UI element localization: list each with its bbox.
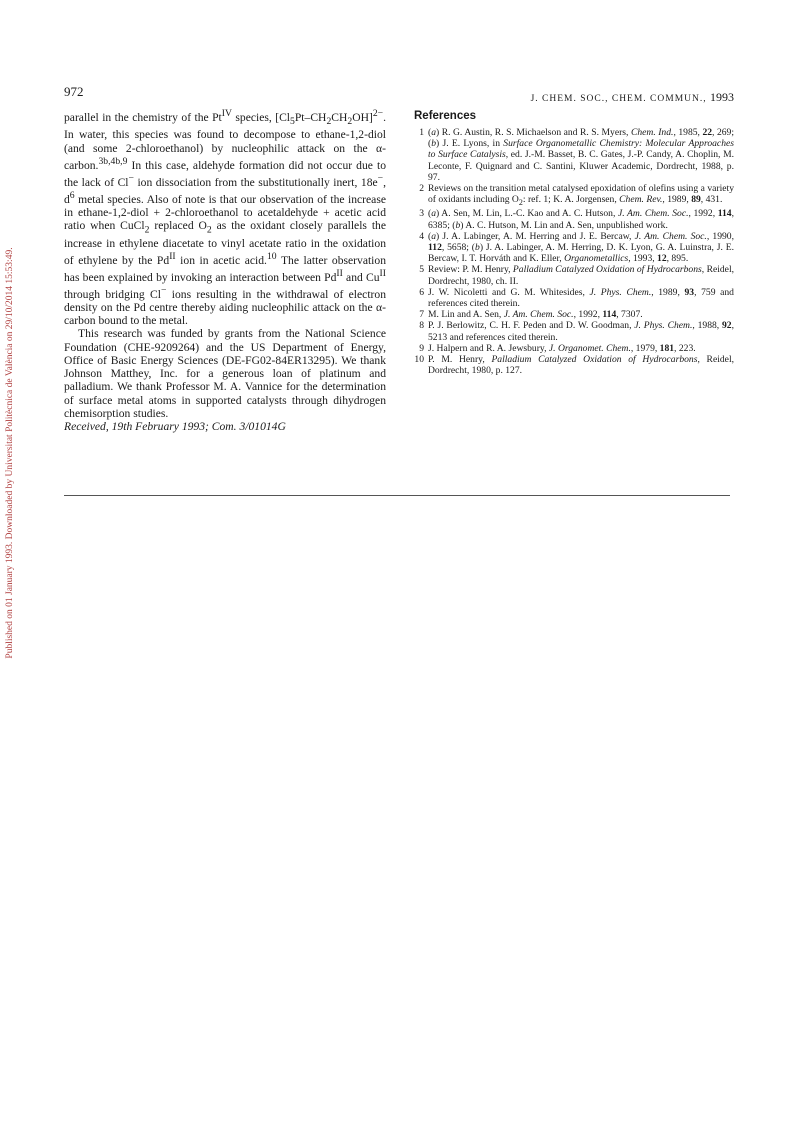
paragraph-discussion: parallel in the chemistry of the $Pt^{IV}$ species, $[Cl_5Pt-CH_2CH_2OH]^{2-}$. In water, this species was found to decompose to ethane-1,2-diol (and some 2-chloroethanol) by nucleophilic attack on the α-carbon.$^{3b,4b,9}$ In this case, aldehyde formation did not occur due to the lack of Cl− ion dissociation from the substitutionally inert, 18e−, $d^6$ metal species. Also of note is that our observation of the increase in ethane-1,2-diol + 2-chloroethanol to acetaldehyde + acetic acid ratio when CuCl$_2$ replaced $O_2$ as the oxidant closely parallels the increase in ethylene diacetate to vinyl acetate ratio in the oxidation of ethylene by the $Pd^{II}$ ion in acetic acid.$^{10}$ The latter observation has been explained by invoking an interaction between $Pd^{II}$ and $Cu^{II}$ through bridging Cl− ions resulting in the withdrawal of electron density on the Pd centre thereby aiding nucleophilic attack on the α-carbon bound to the metal. <box>64 108 386 328</box>
body-column <box>64 107 386 433</box>
download-watermark <box>2 216 18 690</box>
reference-item: 9 J. Halpern and R. A. Jewsbury, J. Organomet. Chem., 1979, 181, 223. <box>419 342 696 354</box>
page-number: 972 <box>64 84 84 99</box>
download-note: Published on 01 January 1993. Downloaded by Universitat Politècnica de València on 29/10/2014 15:53:49. <box>5 247 15 659</box>
reference-item: 8 P. J. Berlowitz, C. H. F. Peden and D. W. Goodman, J. Phys. Chem., 1988, 92, 5213 and references cited therein. <box>419 320 734 343</box>
paragraph-acknowledgements: This research was funded by grants from the National Science Foundation (CHE-9209264) and the US Department of Energy, Office of Basic Energy Sciences (DE-FG02-84ER13295). We thank Johnson Matthey, Inc. for a generous loan of platinum and palladium. We thank Professor M. A. Vannice for the determination of surface metal atoms in supported catalysts through dihydrogen chemisorption studies. <box>64 327 386 420</box>
reference-item: 10 P. M. Henry, Palladium Catalyzed Oxidation of Hydrocarbons, Reidel, Dordrecht, 1980, p. 127. <box>414 353 735 377</box>
reference-item: 6 J. W. Nicoletti and G. M. Whitesides, J. Phys. Chem., 1989, 93, 759 and references cited therein. <box>419 286 734 309</box>
page-divider <box>64 495 730 496</box>
running-header <box>531 90 734 105</box>
reference-item: 7 M. Lin and A. Sen, J. Am. Chem. Soc., 1992, 114, 7307. <box>419 309 643 321</box>
received-date: Received, 19th February 1993; Com. 3/01014G <box>64 419 286 433</box>
reference-item: 2 Reviews on the transition metal catalysed epoxidation of olefins using a variety of oxidants including $O_2$: ref. 1; K. A. Jorgensen, Chem. Rev., 1989, 89, 431. <box>419 183 734 208</box>
reference-item: 3 (a) A. Sen, M. Lin, L.-C. Kao and A. C. Hutson, J. Am. Chem. Soc., 1992, 114, 6385; (b) A. C. Hutson, M. Lin and A. Sen, unpublished work. <box>419 208 734 231</box>
reference-item: 4 (a) J. A. Labinger, A. M. Herring and J. E. Bercaw, J. Am. Chem. Soc., 1990, 112, 5658; (b) J. A. Labinger, A. M. Herring, D. K. Lyon, G. A. Luinstra, J. E. Bercaw, I. T. Horváth and K. Eller, Organometallics, 1993, 12, 895. <box>419 230 734 265</box>
journal-name: J. CHEM. SOC., CHEM. COMMUN., <box>530 94 710 104</box>
reference-item: 5 Review: P. M. Henry, Palladium Catalyzed Oxidation of Hydrocarbons, Reidel, Dordrecht, 1980, ch. II. <box>419 264 735 287</box>
references-heading: References <box>414 110 477 122</box>
journal-year: 1993 <box>710 90 734 104</box>
reference-item: 1 (a) R. G. Austin, R. S. Michaelson and R. S. Myers, Chem. Ind., 1985, 22, 269; (b) J. E. Lyons, in Surface Organometallic Chemistry: Molecular Approaches to Surface Catalysis, ed. J.-M. Basset, B. C. Gates, J.-P. Candy, A. Choplin, M. Leconte, F. Quignard and C. Santini, Kluwer Academic, Dordrecht, 1988, p. 97. <box>419 127 735 183</box>
references-column <box>414 110 734 376</box>
reference-list <box>414 127 734 376</box>
